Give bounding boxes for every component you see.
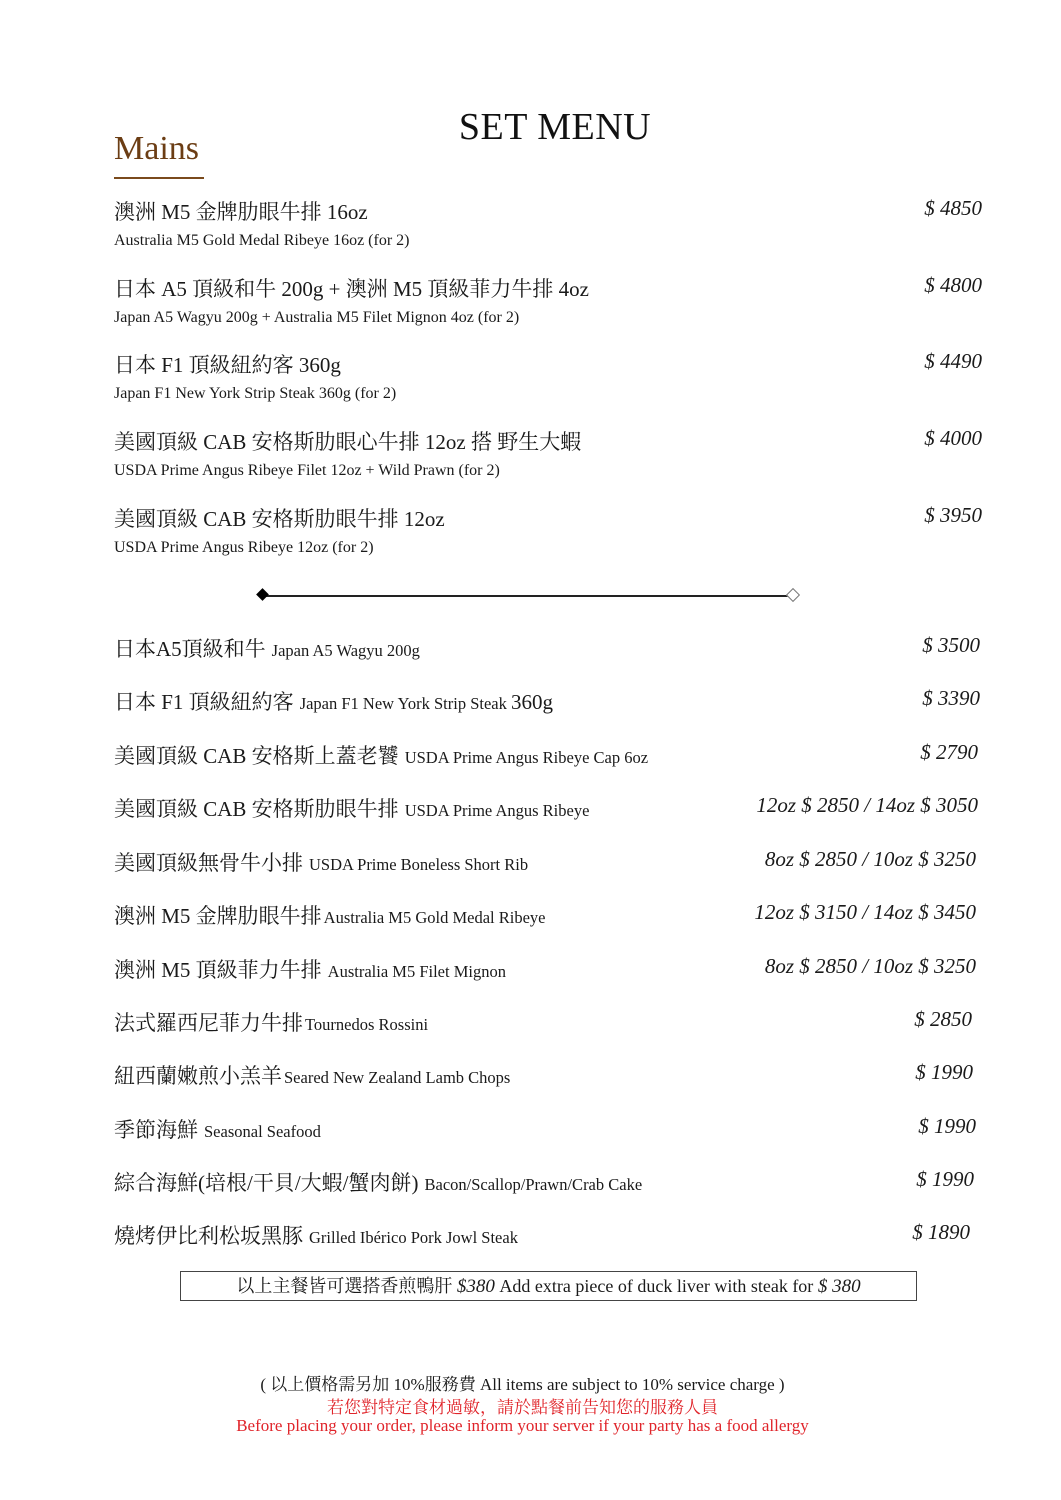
menu-item bbox=[114, 793, 978, 823]
item-price: $ 3500 bbox=[922, 633, 980, 657]
item-name-zh: 燒烤伊比利松坂黑豚 bbox=[114, 1224, 303, 1248]
section-divider bbox=[258, 590, 798, 602]
section-title-mains: Mains bbox=[114, 130, 199, 167]
set-menu-item bbox=[114, 503, 984, 557]
item-price: $ 1990 bbox=[916, 1167, 974, 1191]
item-name-en: Japan A5 Wagyu 200g bbox=[271, 641, 420, 660]
item-price: $ 2850 bbox=[914, 1007, 972, 1031]
item-name-zh: 澳洲 M5 金牌肋眼牛排 16oz bbox=[114, 200, 368, 224]
item-name-zh: 美國頂級 CAB 安格斯肋眼牛排 12oz bbox=[114, 507, 445, 531]
menu-item bbox=[114, 900, 976, 930]
item-name-zh: 法式羅西尼菲力牛排 bbox=[114, 1011, 303, 1035]
item-price: 12oz $ 3150 / 14oz $ 3450 bbox=[754, 900, 976, 924]
addon-price-zh: $380 bbox=[456, 1276, 495, 1297]
item-price: $ 3390 bbox=[922, 686, 980, 710]
menu-item bbox=[114, 686, 980, 716]
menu-item bbox=[114, 847, 976, 877]
service-charge-note: ( 以上價格需另加 10%服務費 All items are subject to 10% service charge ) bbox=[260, 1375, 785, 1394]
item-price: $ 1990 bbox=[918, 1114, 976, 1138]
item-name-en: USDA Prime Boneless Short Rib bbox=[309, 855, 529, 874]
item-name-en: USDA Prime Angus Ribeye Cap 6oz bbox=[404, 748, 649, 767]
item-name-zh: 日本 F1 頂級紐約客 bbox=[114, 690, 294, 714]
menu-item bbox=[114, 1114, 976, 1144]
item-name-zh: 綜合海鮮(培根/干貝/大蝦/蟹肉餅) bbox=[114, 1171, 419, 1195]
item-name-zh: 日本A5頂級和牛 bbox=[114, 637, 266, 661]
allergy-notice-zh: 若您對特定食材過敏，請於點餐前告知您的服務人員 bbox=[327, 1398, 718, 1417]
item-name-zh: 日本 F1 頂級紐約客 360g bbox=[114, 353, 341, 377]
item-price: 8oz $ 2850 / 10oz $ 3250 bbox=[764, 954, 976, 978]
item-name-zh: 美國頂級 CAB 安格斯肋眼牛排 bbox=[114, 797, 399, 821]
item-name-en: Bacon/Scallop/Prawn/Crab Cake bbox=[424, 1175, 643, 1194]
item-name-en: USDA Prime Angus Ribeye 12oz (for 2) bbox=[114, 539, 374, 556]
item-price: $ 4000 bbox=[924, 426, 982, 450]
set-menu-item bbox=[114, 273, 984, 327]
menu-item bbox=[114, 740, 978, 770]
item-name-en: Japan A5 Wagyu 200g + Australia M5 Filet Mignon 4oz (for 2) bbox=[114, 309, 520, 326]
set-menu-item bbox=[114, 426, 984, 480]
menu-item bbox=[114, 1060, 973, 1090]
item-name-zh: 季節海鮮 bbox=[114, 1118, 198, 1142]
item-price: $ 4800 bbox=[924, 273, 982, 297]
item-name-en: USDA Prime Angus Ribeye bbox=[404, 801, 590, 820]
allergy-notice-en: Before placing your order, please inform your server if your party has a food allergy bbox=[236, 1416, 809, 1435]
menu-item bbox=[114, 1007, 972, 1037]
item-name-en: Grilled Ibérico Pork Jowl Steak bbox=[309, 1228, 518, 1247]
item-price: $ 3950 bbox=[924, 503, 982, 527]
item-name-en: Japan F1 New York Strip Steak 360g (for 2) bbox=[114, 385, 397, 402]
filled-diamond-icon bbox=[256, 588, 269, 601]
item-weight: 360g bbox=[510, 690, 553, 714]
addon-text-zh: 以上主餐皆可選搭香煎鴨肝 bbox=[236, 1276, 453, 1296]
item-price: 12oz $ 2850 / 14oz $ 3050 bbox=[756, 793, 978, 817]
addon-price-en: $ 380 bbox=[817, 1276, 861, 1297]
item-name-zh: 澳洲 M5 金牌肋眼牛排 bbox=[114, 904, 322, 928]
item-name-en: Seasonal Seafood bbox=[204, 1122, 321, 1141]
item-name-en: Tournedos Rossini bbox=[305, 1015, 429, 1034]
item-name-en: USDA Prime Angus Ribeye Filet 12oz + Wild Prawn (for 2) bbox=[114, 462, 500, 479]
section-underline bbox=[114, 177, 204, 179]
item-name-zh: 美國頂級 CAB 安格斯肋眼心牛排 12oz 搭 野生大蝦 bbox=[114, 430, 582, 454]
item-name-en: Australia M5 Filet Mignon bbox=[327, 962, 506, 981]
hollow-diamond-icon bbox=[786, 588, 800, 602]
divider-line bbox=[264, 595, 792, 597]
item-name-en: Australia M5 Gold Medal Ribeye 16oz (for 2) bbox=[114, 232, 410, 249]
menu-item bbox=[114, 1167, 974, 1197]
item-price: 8oz $ 2850 / 10oz $ 3250 bbox=[764, 847, 976, 871]
duck-liver-addon-box bbox=[180, 1271, 917, 1301]
item-price: $ 4850 bbox=[924, 196, 982, 220]
item-name-zh: 澳洲 M5 頂級菲力牛排 bbox=[114, 958, 322, 982]
page-title: SET MENU bbox=[458, 106, 652, 149]
item-name-zh: 紐西蘭嫩煎小羔羊 bbox=[114, 1064, 282, 1088]
item-price: $ 1990 bbox=[915, 1060, 973, 1084]
menu-item bbox=[114, 633, 980, 663]
item-name-en: Japan F1 New York Strip Steak 360g bbox=[299, 690, 553, 714]
item-price: $ 4490 bbox=[924, 349, 982, 373]
set-menu-item bbox=[114, 196, 984, 250]
menu-item bbox=[114, 954, 976, 984]
item-price: $ 1890 bbox=[912, 1220, 970, 1244]
item-name-en: Seared New Zealand Lamb Chops bbox=[284, 1068, 511, 1087]
item-name-zh: 美國頂級 CAB 安格斯上蓋老饕 bbox=[114, 744, 399, 768]
item-price: $ 2790 bbox=[920, 740, 978, 764]
item-name-zh: 美國頂級無骨牛小排 bbox=[114, 851, 303, 875]
item-name-en: Australia M5 Gold Medal Ribeye bbox=[323, 908, 546, 927]
item-name-zh: 日本 A5 頂級和牛 200g + 澳洲 M5 頂級菲力牛排 4oz bbox=[114, 277, 590, 301]
set-menu-item bbox=[114, 349, 984, 403]
menu-item bbox=[114, 1220, 970, 1250]
addon-text-en: Add extra piece of duck liver with steak for bbox=[499, 1276, 814, 1296]
